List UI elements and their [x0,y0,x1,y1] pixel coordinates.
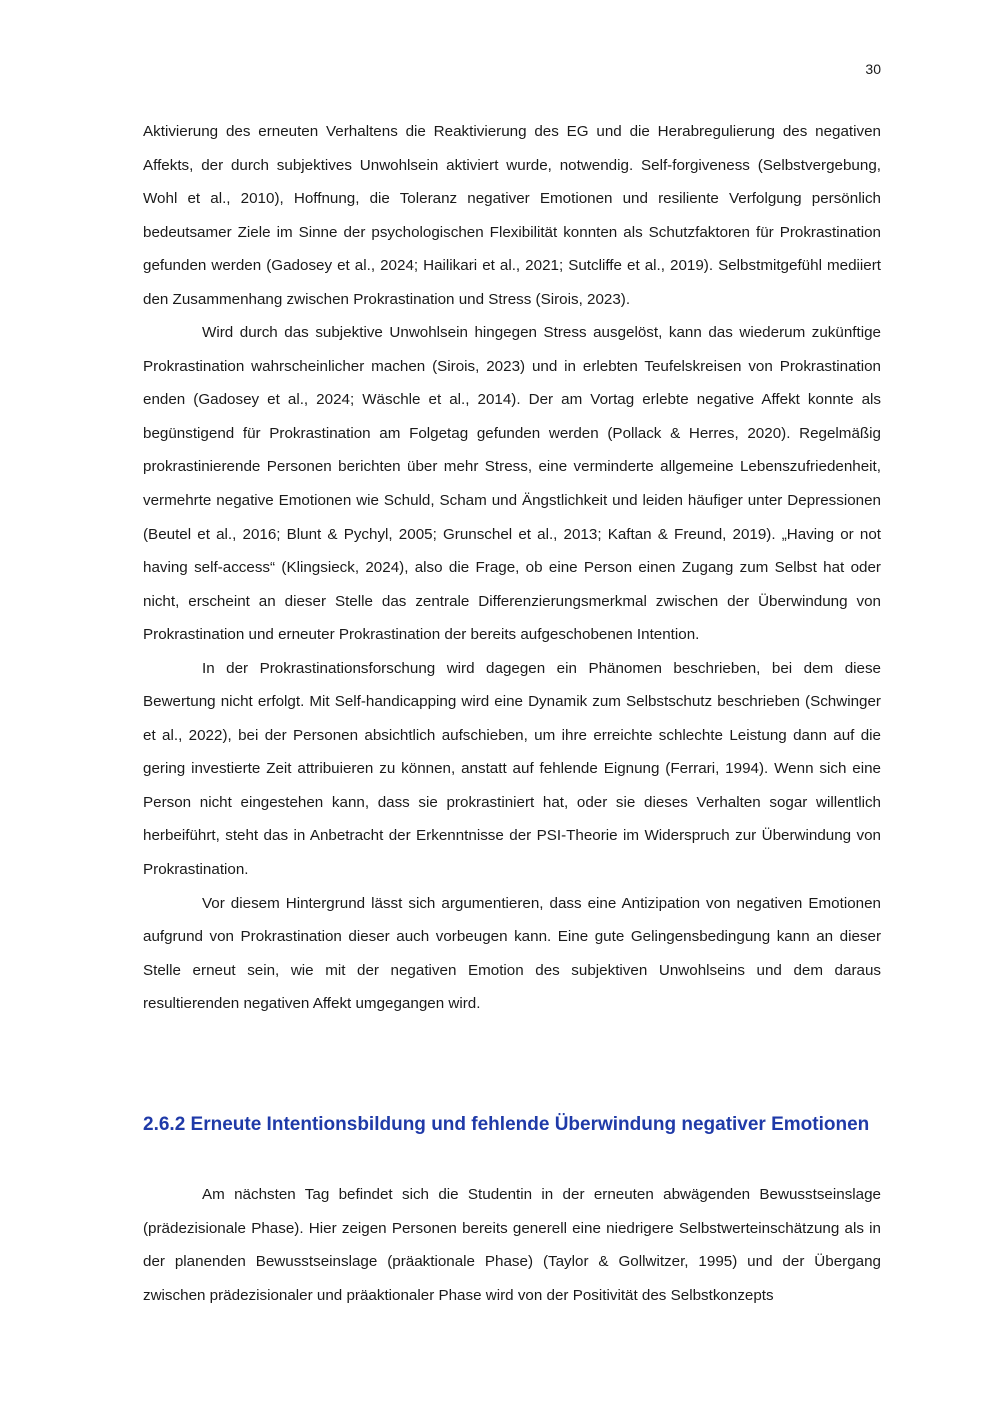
body-text-after-heading [143,1178,881,1312]
body-text-before-heading [143,115,881,1021]
paragraph: Am nächsten Tag befindet sich die Studentin in der erneuten abwägenden Bewusstseinslage (prädezisionale Phase). Hier zeigen Personen bereits generell eine niedrigere Selbstwerteinschätzung als in der planenden Bewusstseinslage (präaktionale Phase) (Taylor & Gollwitzer, 1995) und der Übergang zwischen prädezisionaler und präaktionaler Phase wird von der Positivität des Selbstkonzepts [143,1186,881,1304]
paragraph: Aktivierung des erneuten Verhaltens die Reaktivierung des EG und die Herabregulierung des negativen Affekts, der durch subjektives Unwohlsein aktiviert wurde, notwendig. Self-forgiveness (Selbstvergebung, Wohl et al., 2010), Hoffnung, die Toleranz negativer Emotionen und resiliente Verfolgung persönlich bedeutsamer Ziele im Sinne der psychologischen Flexibilität konnten als Schutzfaktoren für Prokrastination gefunden werden (Gadosey et al., 2024; Hailikari et al., 2021; Sutcliffe et al., 2019). Selbstmitgefühl mediiert den Zusammenhang zwischen Prokrastination und Stress (Sirois, 2023). [143,123,881,308]
paragraph: Vor diesem Hintergrund lässt sich argumentieren, dass eine Antizipation von negativen Emotionen aufgrund von Prokrastination dieser auch vorbeugen kann. Eine gute Gelingensbedingung kann an dieser Stelle erneut sein, wie mit der negativen Emotion des subjektiven Unwohlseins und dem daraus resultierenden negativen Affekt umgegangen wird. [143,894,881,1013]
paragraph: In der Prokrastinationsforschung wird dagegen ein Phänomen beschrieben, bei dem diese Bewertung nicht erfolgt. Mit Self-handicapping wird eine Dynamik zum Selbstschutz beschrieben (Schwinger et al., 2022), bei der Personen absichtlich aufschieben, um ihre erreichte schlechte Leistung dann auf die gering investierte Zeit attribuieren zu können, anstatt auf fehlende Eignung (Ferrari, 1994). Wenn sich eine Person nicht eingestehen kann, dass sie prokrastiniert hat, oder sie dieses Verhalten sogar willentlich herbeiführt, steht das in Anbetracht der Erkenntnisse der PSI-Theorie im Widerspruch zur Überwindung von Prokrastination. [143,659,881,879]
paragraph: Wird durch das subjektive Unwohlsein hingegen Stress ausgelöst, kann das wiederum zukünftige Prokrastination wahrscheinlicher machen (Sirois, 2023) und in erlebten Teufelskreisen von Prokrastination enden (Gadosey et al., 2024; Wäschle et al., 2014). Der am Vortag erlebte negative Affekt konnte als begünstigend für Prokrastination am Folgetag gefunden werden (Pollack & Herres, 2020). Regelmäßig prokrastinierende Personen berichten über mehr Stress, eine verminderte allgemeine Lebenszufriedenheit, vermehrte negative Emotionen wie Schuld, Scham und Ängstlichkeit und leiden häufiger unter Depressionen (Beutel et al., 2016; Blunt & Pychyl, 2005; Grunschel et al., 2013; Kaftan & Freund, 2019). „Having or not having self-access“ (Klingsieck, 2024), also die Frage, ob eine Person einen Zugang zum Selbst hat oder nicht, erscheint an dieser Stelle das zentrale Differenzierungsmerkmal zwischen der Überwindung von Prokrastination und erneuter Prokrastination der bereits aufgeschobenen Intention. [143,324,881,644]
page-number: 30 [865,61,881,77]
section-heading: 2.6.2 Erneute Intentionsbildung und fehlende Überwindung negativer Emotionen [143,1114,870,1135]
